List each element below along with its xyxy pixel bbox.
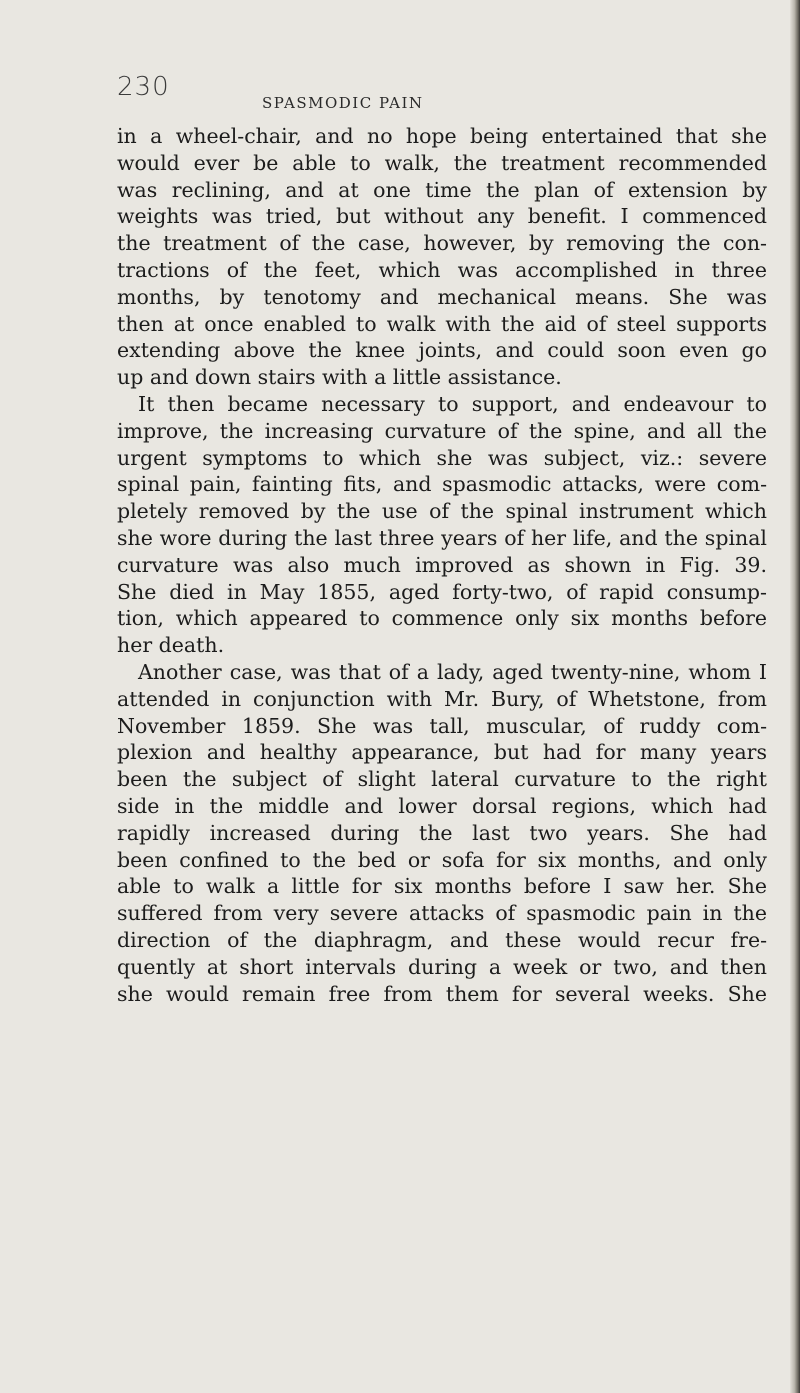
text-line: direction of the diaphragm, and these would recur fre- (117, 927, 767, 952)
text-line: her death. (117, 633, 225, 658)
text-line: in a wheel-chair, and no hope being entertained that she (117, 124, 767, 148)
text-line: up and down stairs with a little assistance. (117, 365, 562, 390)
text-line: extending above the knee joints, and could soon even go (117, 338, 767, 363)
text-line: November 1859. She was tall, muscular, of ruddy com- (117, 713, 767, 738)
running-head: SPASMODIC PAIN (262, 94, 424, 112)
text-line: weights was tried, but without any benefit. I commenced (117, 204, 767, 229)
text-line: urgent symptoms to which she was subject, viz.: severe (117, 445, 767, 470)
text-line: been the subject of slight lateral curvature to the right (117, 767, 767, 792)
text-line: spinal pain, fainting fits, and spasmodic attacks, were com- (117, 472, 767, 497)
text-line: she would remain free from them for several weeks. She (117, 981, 767, 1006)
text-line: able to walk a little for six months before I saw her. She (117, 874, 767, 899)
text-line: attended in conjunction with Mr. Bury, of Whetstone, from (117, 686, 767, 711)
text-line: was reclining, and at one time the plan of extension by (117, 177, 767, 202)
text-line: improve, the increasing curvature of the spine, and all the (117, 418, 767, 443)
paragraph-start-line: It then became necessary to support, and endeavour to (138, 391, 767, 416)
text-line: the treatment of the case, however, by removing the con- (117, 231, 767, 256)
body-text (117, 123, 767, 1007)
text-line: plexion and healthy appearance, but had for many years (117, 740, 767, 765)
text-line: pletely removed by the use of the spinal instrument which (117, 499, 767, 524)
text-line: quently at short intervals during a week or two, and then (117, 954, 767, 979)
text-line: months, by tenotomy and mechanical means. She was (117, 284, 767, 309)
text-line: then at once enabled to walk with the aid of steel supports (117, 311, 767, 336)
text-line: She died in May 1855, aged forty-two, of rapid consump- (117, 579, 767, 604)
text-line: suffered from very severe attacks of spasmodic pain in the (117, 901, 767, 926)
text-line: tion, which appeared to commence only six months before (117, 606, 767, 631)
text-line: side in the middle and lower dorsal regions, which had (117, 793, 767, 818)
text-line: curvature was also much improved as shown in Fig. 39. (117, 552, 767, 577)
text-line: would ever be able to walk, the treatment recommended (117, 150, 767, 175)
page-number: 230 (117, 72, 170, 102)
text-line: tractions of the feet, which was accomplished in three (117, 257, 767, 282)
page-header (117, 72, 767, 122)
page-edge-shadow (790, 0, 800, 1393)
text-line: rapidly increased during the last two years. She had (117, 820, 767, 845)
paragraph-start-line: Another case, was that of a lady, aged twenty-nine, whom I (138, 659, 767, 684)
text-line: she wore during the last three years of her life, and the spinal (117, 525, 767, 550)
text-line: been confined to the bed or sofa for six months, and only (117, 847, 767, 872)
